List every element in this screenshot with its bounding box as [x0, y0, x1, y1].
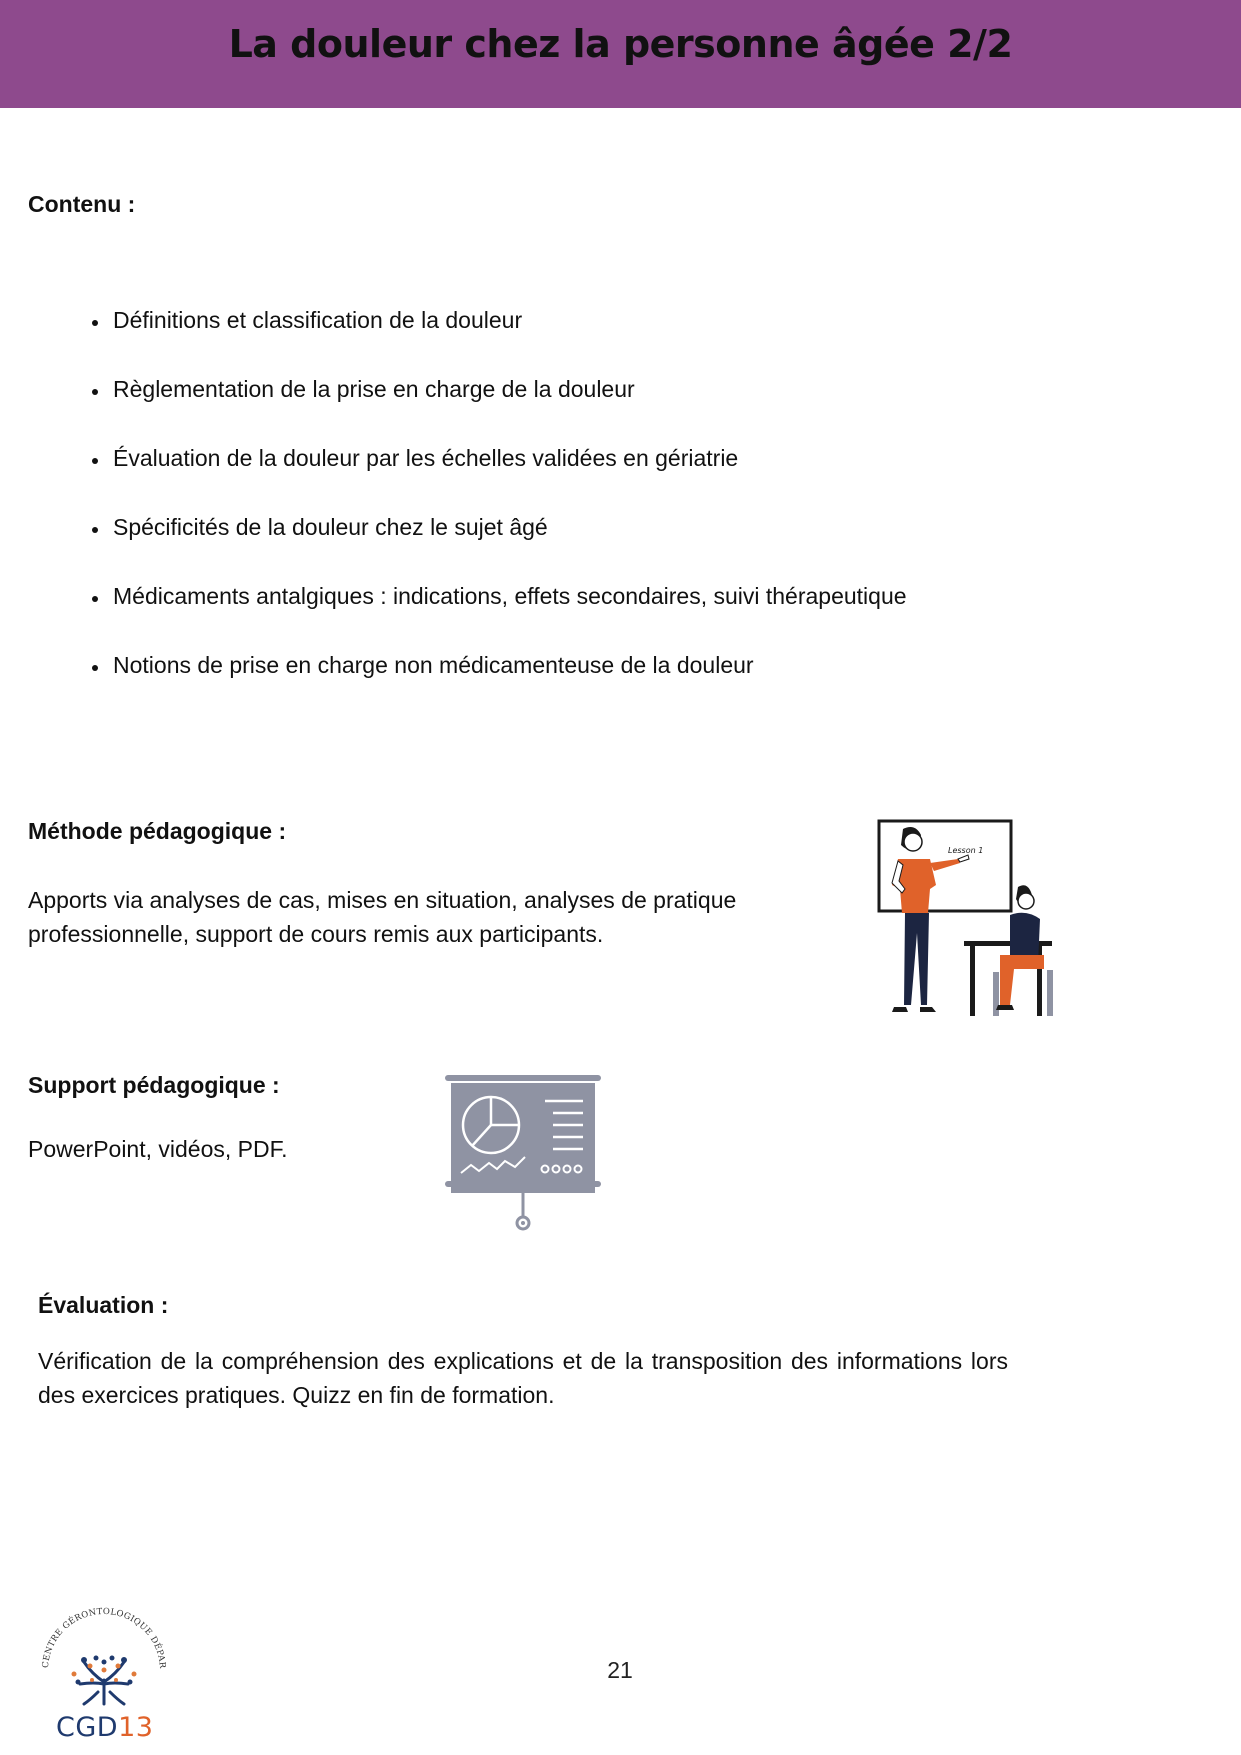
list-item: Règlementation de la prise en charge de la douleur [90, 369, 907, 438]
list-item: Définitions et classification de la douleur [90, 300, 907, 369]
logo-name-number: 13 [118, 1712, 154, 1743]
presentation-board-icon [445, 1073, 603, 1233]
header-banner [0, 0, 1241, 108]
board-text: Lesson 1 [948, 846, 984, 855]
page-number: 21 [607, 1657, 633, 1683]
cgd13-logo [34, 1600, 174, 1743]
methode-heading: Méthode pédagogique : [28, 818, 287, 844]
logo-name-letters: CGD [56, 1712, 119, 1743]
list-item: Évaluation de la douleur par les échelles validées en gériatrie [90, 438, 907, 507]
logo-tree-emblem [34, 1600, 174, 1712]
list-item: Notions de prise en charge non médicamenteuse de la douleur [90, 645, 907, 714]
support-heading: Support pédagogique : [28, 1072, 280, 1098]
logo-name [56, 1712, 153, 1743]
list-item: Médicaments antalgiques : indications, effets secondaires, suivi thérapeutique [90, 576, 907, 645]
evaluation-heading: Évaluation : [38, 1292, 169, 1318]
evaluation-text: Vérification de la compréhension des explications et de la transposition des informations lors des exercices pratiques. Quizz en fin de formation. [38, 1348, 1008, 1408]
logo-arc-text: CENTRE GÉRONTOLOGIQUE DÉPAR [40, 1606, 168, 1669]
support-text: PowerPoint, vidéos, PDF. [28, 1136, 288, 1162]
contenu-heading: Contenu : [28, 191, 136, 217]
list-item: Spécificités de la douleur chez le sujet âgé [90, 507, 907, 576]
contenu-list [90, 300, 907, 714]
methode-text: Apports via analyses de cas, mises en situation, analyses de pratique professionnelle, support de cours remis aux participants. [28, 887, 737, 947]
classroom-illustration [860, 815, 1070, 1020]
page-title: La douleur chez la personne âgée 2/2 [228, 22, 1013, 66]
